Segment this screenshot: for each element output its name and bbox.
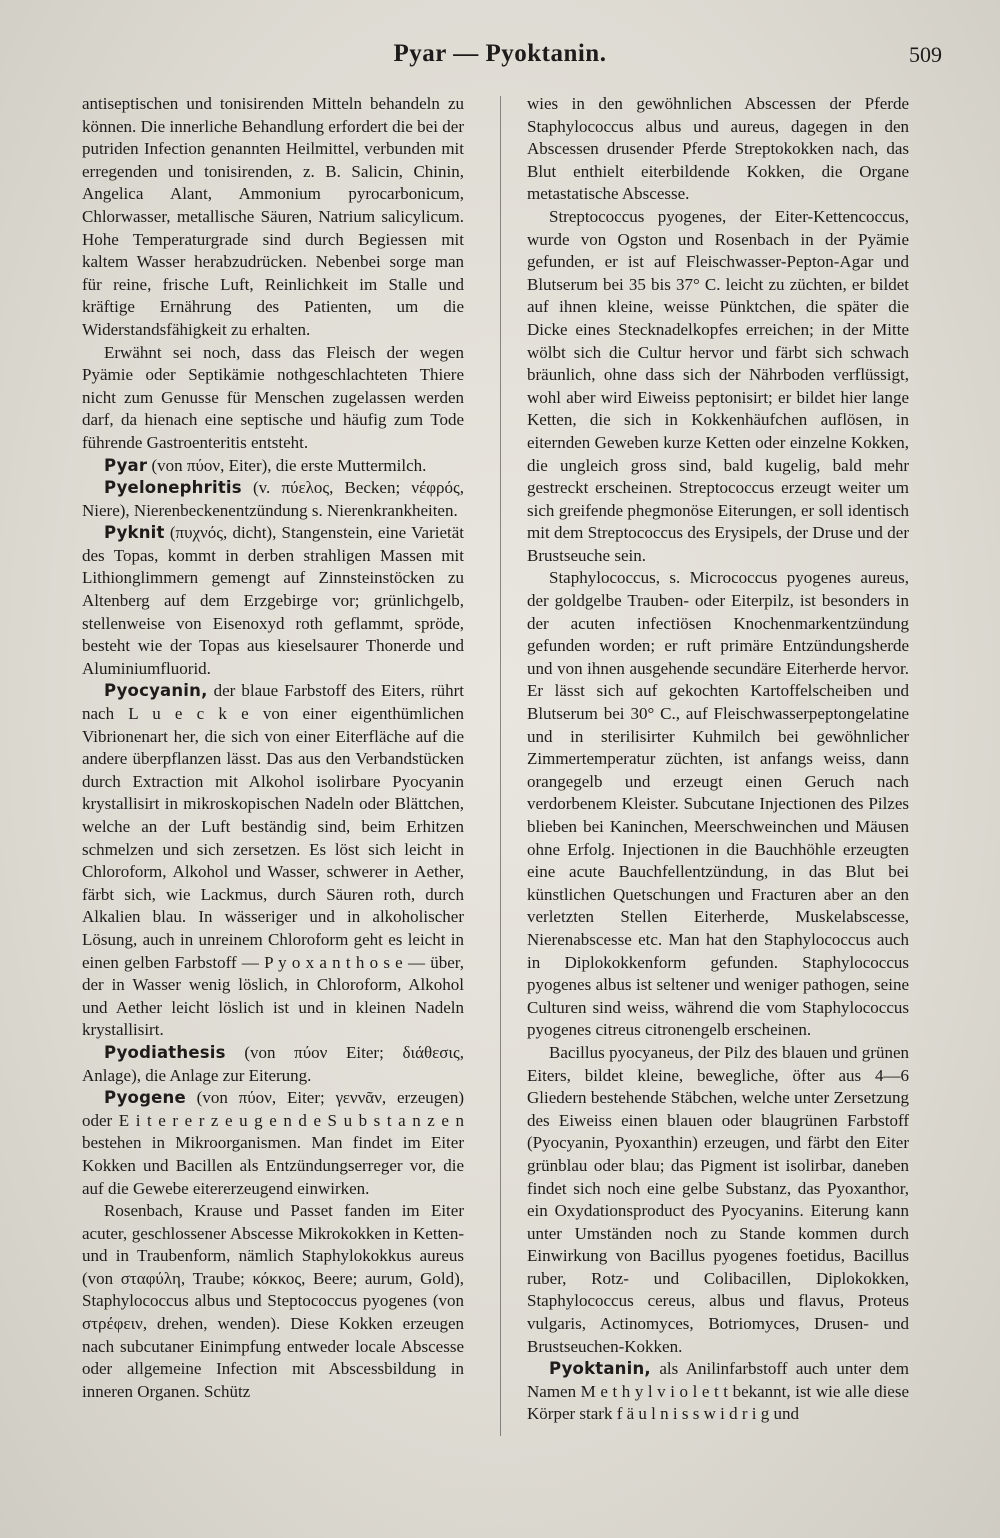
entry-pyodiathesis [82, 1042, 464, 1087]
entry-text: (v. πύελος, Becken; νέφρός, Niere), Nierenbeckenentzündung s. Nierenkrankheiten. [82, 478, 464, 520]
entry-pyoktanin [527, 1358, 909, 1426]
running-title: Pyar — Pyoktanin. [393, 40, 607, 67]
entry-headword: Pyknit [104, 523, 165, 543]
entry-headword: Pyoktanin, [549, 1359, 651, 1379]
paragraph-text: Streptococcus pyogenes, der Eiter-Kettencoccus, wurde von Ogston und Rosenbach in der Pyämie gefunden, er ist auf Fleischwasser-Pepton-Agar und Blutserum bei 35 bis 37° C. leicht zu züchten, er bildet auf ihnen kleine, weisse Pünktchen, die später die Dicke eines Stecknadelkopfes erreichen; in der Mitte wölbt sich die Cultur hervor und färbt sich schwach bräunlich, ohne dass sich der Nährboden verflüssigt, wohl aber wird Eiweiss peptonisirt; er bildet hier lange Ketten, die sich in Kokkenhäufchen auflösen, in eiternden Geweben kurze Ketten oder einzelne Kokken, die ungleich gross sind, bald kugelig, bald mehr gestreckt erscheinen. Streptococcus erzeugt weiter um sich greifende phegmonöse Eiterungen, er soll identisch mit dem Streptococcus des Erysipels, der Druse und der Brustseuche sein. [527, 206, 909, 565]
paragraph [82, 342, 464, 455]
entry-headword: Pyocyanin, [104, 681, 208, 701]
paragraph [527, 206, 909, 568]
column-divider [500, 96, 501, 1436]
paragraph [527, 1042, 909, 1358]
page-header [0, 40, 1000, 74]
paragraph-text: wies in den gewöhnlichen Abscessen der Pferde Staphylococcus albus und aureus, dagegen in den Abscessen drusender Pferde Streptokokken nach, das Blut enthielt eiterbildende Kokken, die Organe metastatische Abscesse. [527, 94, 909, 204]
entry-headword: Pyodiathesis [104, 1042, 226, 1062]
right-column [527, 93, 909, 1426]
entry-text: (von πύον, Eiter; γεννᾶν, erzeugen) oder E i t e r e r z e u g e n d e S u b s t a n z e n bestehen in Mikroorganismen. Man findet im Eiter Kokken und Bacillen als Entzündungserreger vor, die auf die Gewebe eitererzeugend einwirken. [82, 1088, 464, 1198]
paragraph-text: Staphylococcus, s. Micrococcus pyogenes aureus, der goldgelbe Trauben- oder Eiterpilz, ist besonders in der acuten infectiösen Knochenmarkentzündung gefunden worden; er ruft primäre Entzündungsherde und von ihnen ausgehende secundäre Eiterherde hervor. Er lässt sich auf gekochten Kartoffelscheiben und Blutserum bei 30° C., auf Fleischwasserpeptongelatine und in sterilisirter Kuhmilch bei gewöhnlicher Zimmertemperatur züchten, ist anfangs weiss, dann orangegelb und erzeugt einen Geruch nach verdorbenem Kleister. Subcutane Injectionen des Pilzes blieben bei Kaninchen, Meerschweinchen und Mäusen ohne Erfolg. Injectionen in die Bauchhöhle erzeugten eine acute Bauchfellentzündung, in das Blut bei künstlichen Quetschungen und Fracturen aber an den verletzten Stellen Eiterherde, Muskelabscesse, Nierenabscesse etc. Man hat den Staphylococcus auch in Diplokokkenform gefunden. Staphylococcus pyogenes albus ist seltener und weniger pathogen, seine Culturen sind weiss, während die vom Staphylococcus pyogenes citreus citronengelb erscheinen. [527, 568, 909, 1040]
entry-text: der blaue Farbstoff des Eiters, rührt nach L u e c k e von einer eigenthümlichen Vibrionenart her, die sich von einer Eiterfläche auf die andere überpflanzen lässt. Das aus den Verbandstücken durch Extraction mit Alkohol isolirbare Pyocyanin krystallisirt in mikroskopischen Nadeln oder Blättchen, welche an der Luft beständig sind, beim Erhitzen schmelzen und sich zersetzen. Es löst sich leicht in Chloroform, Alkohol und Wasser, schwerer in Aether, färbt sich, wie Lackmus, durch Säuren roth, durch Alkalien blau. In wässeriger und in alkoholischer Lösung, auch in unreinem Chloroform geht es leicht in einen gelben Farbstoff — P y o x a n t h o s e — über, der in Wasser wenig löslich, in Chloroform, Alkohol und Aether leicht löslich ist und in kleinen Nadeln krystallisirt. [82, 681, 464, 1040]
entry-text: als Anilinfarbstoff auch unter dem Namen M e t h y l v i o l e t t bekannt, ist wie alle diese Körper stark f ä u l n i s s w i d r i g und [527, 1359, 909, 1424]
entry-headword: Pyogene [104, 1088, 186, 1108]
paragraph [82, 93, 464, 342]
entry-pyelonephritis [82, 477, 464, 522]
paragraph-text: antiseptischen und tonisirenden Mitteln behandeln zu können. Die innerliche Behandlung erfordert die bei der putriden Infection genannten Heilmittel, verbunden mit erregenden und tonisirenden, z. B. Salicin, Chinin, Angelica Alant, Ammonium pyrocarbonicum, Chlorwasser, metallische Säuren, Natrium salicylicum. Hohe Temperaturgrade sind durch Begiessen mit kaltem Wasser herabzudrücken. Nebenbei sorge man für reine, frische Luft, Reinlichkeit im Stalle und kräftige Ernährung des Patienten, um die Widerstandsfähigkeit zu erhalten. [82, 94, 464, 339]
page-number: 509 [909, 42, 942, 67]
entry-headword: Pyar [104, 455, 148, 475]
paragraph [527, 93, 909, 206]
entry-pyocyanin [82, 680, 464, 1042]
paragraph-text: Bacillus pyocyaneus, der Pilz des blauen und grünen Eiters, bildet kleine, bewegliche, öfter aus 4—6 Gliedern bestehende Stäbchen, welche unter Zersetzung des Eiweiss einen blauen oder blaugrünen Farbstoff (Pyocyanin, Pyoxanthin) erzeugen, und färbt den Eiter grünblau oder blau; das Pigment ist isolirbar, daneben findet sich noch eine gelbe Substanz, das Pyoxanthor, ein Oxydationsproduct des Pyocyanins. Eiterung kann unter Umständen noch zu Stande kommen durch Einwirkung von Bacillus pyogenes foetidus, Bacillus ruber, Rotz- und Colibacillen, Diplokokken, Staphylococcus cereus, albus und flavus, Proteus vulgaris, Actinomyces, Botriomyces, Drusen- und Brustseuchen-Kokken. [527, 1042, 909, 1356]
entry-pyknit [82, 522, 464, 680]
entry-headword: Pyelonephritis [104, 478, 242, 498]
entry-text: (πυχνός, dicht), Stangenstein, eine Varietät des Topas, kommt in derben strahligen Massen mit Lithionglimmern gemengt auf Zinnsteinstöcken zu Altenberg auf dem Erzgebirge vor; grünlichgelb, stellenweise von Eisenoxyd roth geflammt, spröde, besteht wie der Topas aus kieselsaurer Thonerde und Aluminiumfluorid. [82, 523, 464, 678]
paragraph-text: Erwähnt sei noch, dass das Fleisch der wegen Pyämie oder Septikämie nothgeschlachteten Thiere nicht zum Genusse für Menschen zugelassen werden darf, da hienach eine septische und häufig zum Tode führende Gastroenteritis entsteht. [82, 342, 464, 452]
entry-text: (von πύον Eiter; διάθεσις, Anlage), die Anlage zur Eiterung. [82, 1042, 464, 1085]
paragraph [527, 567, 909, 1041]
left-column [82, 93, 464, 1403]
entry-pyogene [82, 1087, 464, 1200]
entry-pyar [82, 455, 464, 478]
paragraph-text: Rosenbach, Krause und Passet fanden im Eiter acuter, geschlossener Abscesse Mikrokokken in Ketten- und in Traubenform, nämlich Staphylokokkus aureus (von σταφύλη, Traube; κόκκος, Beere; aurum, Gold), Staphylococcus albus und Steptococcus pyogenes (von στρέφειν, drehen, wenden). Diese Kokken erzeugen nach subcutaner Einimpfung entweder locale Abscesse oder allgemeine Infection mit Abscessbildung in inneren Organen. Schütz [82, 1201, 464, 1401]
entry-text: (von πύον, Eiter), die erste Muttermilch. [147, 455, 427, 475]
paragraph [82, 1200, 464, 1403]
